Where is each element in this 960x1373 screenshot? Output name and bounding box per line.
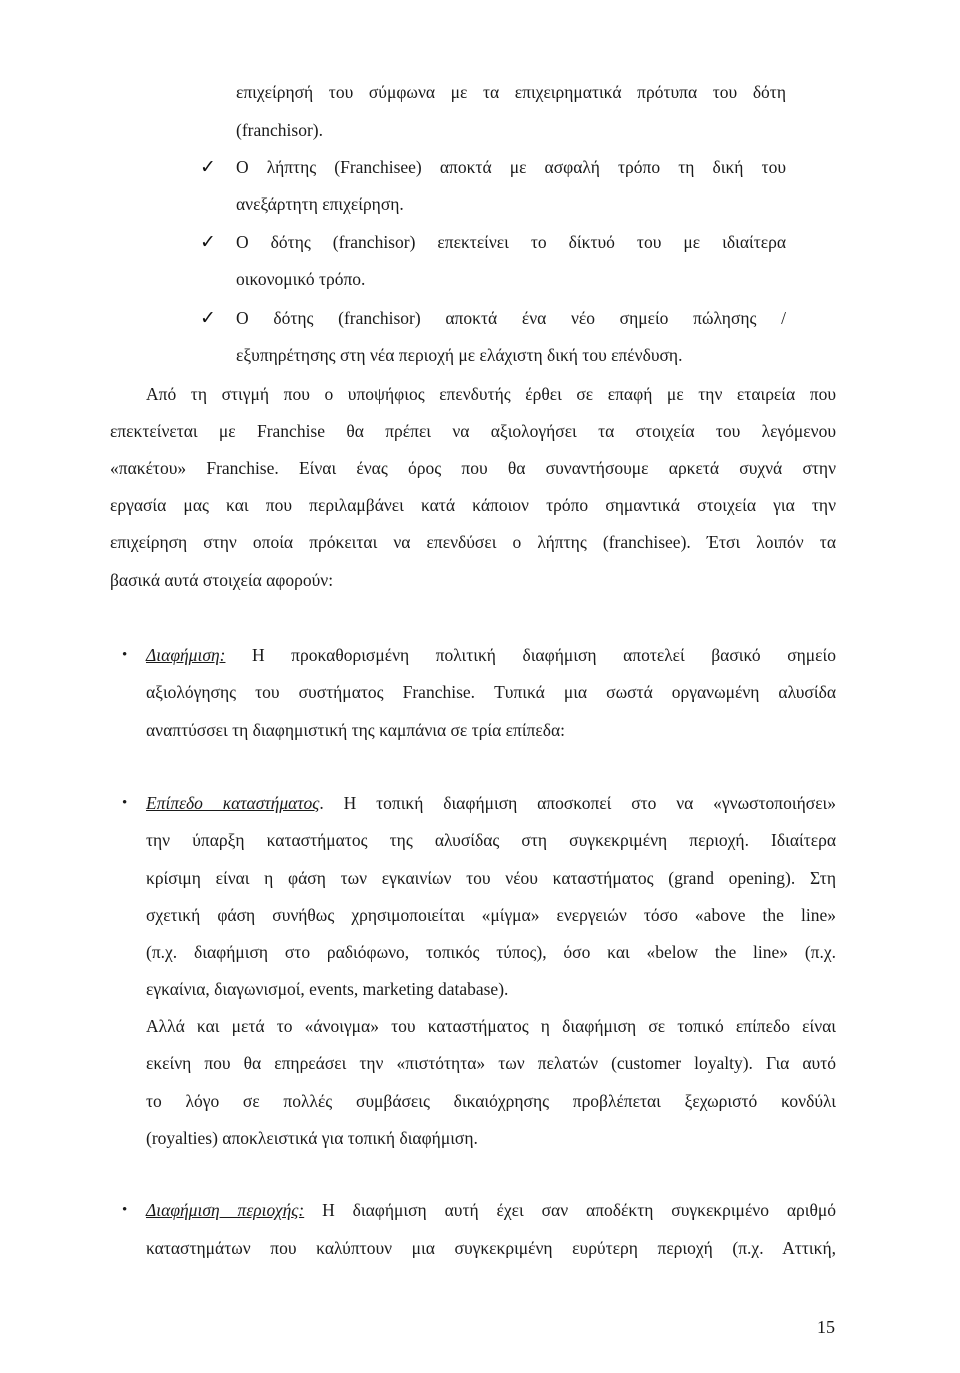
text-line: (franchisor).: [236, 120, 323, 140]
text-line: (royalties) αποκλειστικά για τοπική διαφήμιση.: [146, 1128, 478, 1148]
text-line: αξιολόγησης του συστήματος Franchise. Τυπικά μια σωστά οργανωμένη αλυσίδα: [146, 682, 836, 702]
text-run: . Η τοπική διαφήμιση αποσκοπεί στο να «γνωστοποιήσει»: [319, 793, 836, 813]
store-level-heading: Επίπεδο καταστήματος: [146, 793, 320, 813]
checkmark-icon: ✓: [200, 156, 216, 178]
text-line: (π.χ. διαφήμιση στο ραδιόφωνο, τοπικός τύπος), όσο και «below the line» (π.χ.: [146, 942, 836, 962]
checkmark-icon: ✓: [200, 231, 216, 253]
bullet-icon: •: [122, 795, 128, 811]
bullet-heading-line: [146, 791, 836, 815]
bullet-icon: •: [122, 647, 128, 663]
text-line: εξυπηρέτησης στη νέα περιοχή με ελάχιστη δική του επένδυση.: [236, 345, 683, 365]
text-line: εγκαίνια, διαγωνισμοί, events, marketing database).: [146, 979, 509, 999]
text-line: Αλλά και μετά το «άνοιγμα» του καταστήματος η διαφήμιση σε τοπικό επίπεδο είναι: [146, 1016, 836, 1036]
text-line: Ο δότης (franchisor) επεκτείνει το δίκτυό του με ιδιαίτερα: [236, 232, 786, 252]
text-line: Ο λήπτης (Franchisee) αποκτά με ασφαλή τρόπο τη δική του: [236, 157, 786, 177]
advertising-heading: Διαφήμιση:: [146, 645, 226, 665]
text-line: επιχείρηση στην οποία πρόκειται να επενδύσει ο λήπτης (franchisee). Έτσι λοιπόν τα: [110, 532, 836, 552]
text-line: Από τη στιγμή που ο υποψήφιος επενδυτής έρθει σε επαφή με την εταιρεία που: [146, 384, 836, 404]
regional-advertising-heading: Διαφήμιση περιοχής:: [146, 1200, 305, 1220]
text-line: εργασία μας και που περιλαμβάνει κατά κάποιον τρόπο σημαντικά στοιχεία για την: [110, 495, 836, 515]
text-line: την ύπαρξη καταστήματος της αλυσίδας στη συγκεκριμένη περιοχή. Ιδιαίτερα: [146, 830, 836, 850]
text-line: αναπτύσσει τη διαφημιστική της καμπάνια σε τρία επίπεδα:: [146, 720, 566, 740]
text-line: καταστημάτων που καλύπτουν μια συγκεκριμένη ευρύτερη περιοχή (π.χ. Αττική,: [146, 1238, 836, 1258]
bullet-heading-line: [146, 1198, 836, 1222]
text-line: Ο δότης (franchisor) αποκτά ένα νέο σημείο πώλησης /: [236, 308, 786, 328]
text-run: Η προκαθορισμένη πολιτική διαφήμιση αποτελεί βασικό σημείο: [225, 645, 836, 665]
page-number: 15: [817, 1317, 835, 1337]
bullet-heading-line: [146, 643, 836, 667]
text-line: κρίσιμη είναι η φάση των εγκαινίων του νέου καταστήματος (grand opening). Στη: [146, 868, 836, 888]
text-line: οικονομικό τρόπο.: [236, 269, 366, 289]
text-line: σχετική φάση συνήθως χρησιμοποιείται «μίγμα» ενεργειών τόσο «above the line»: [146, 905, 836, 925]
text-line: το λόγο σε πολλές συμβάσεις δικαιόχρησης προβλέπεται ξεχωριστό κονδύλι: [146, 1091, 836, 1111]
text-line: επεκτείνεται με Franchise θα πρέπει να αξιολογήσει τα στοιχεία του λεγόμενου: [110, 421, 836, 441]
bullet-icon: •: [122, 1202, 128, 1218]
text-line: εκείνη που θα επηρεάσει την «πιστότητα» των πελατών (customer loyalty). Για αυτό: [146, 1053, 836, 1073]
text-run: Η διαφήμιση αυτή έχει σαν αποδέκτη συγκεκριμένο αριθμό: [304, 1200, 836, 1220]
text-line: «πακέτου» Franchise. Είναι ένας όρος που θα συναντήσουμε αρκετά συχνά στην: [110, 458, 836, 478]
text-line: ανεξάρτητη επιχείρηση.: [236, 194, 404, 214]
text-line: επιχείρησή του σύμφωνα με τα επιχειρηματικά πρότυπα του δότη: [236, 82, 786, 102]
text-line: βασικά αυτά στοιχεία αφορούν:: [110, 570, 334, 590]
checkmark-icon: ✓: [200, 307, 216, 329]
